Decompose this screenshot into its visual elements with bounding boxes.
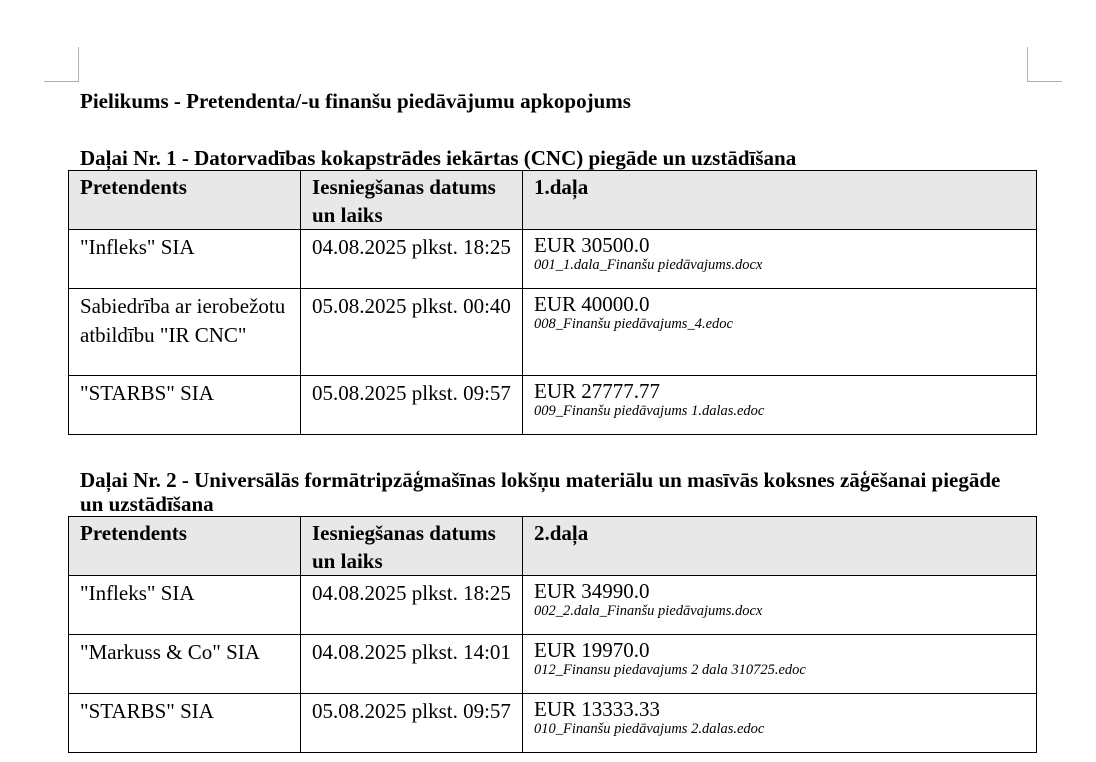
cell-datetime: 04.08.2025 plkst. 18:25 <box>301 230 523 289</box>
header-pretendents: Pretendents <box>69 517 301 576</box>
header-part: 2.daļa <box>523 517 1037 576</box>
cell-pretendents: "Infleks" SIA <box>69 230 301 289</box>
cell-offer <box>523 576 1037 635</box>
offer-file-name: 008_Finanšu piedāvajums_4.edoc <box>534 316 733 332</box>
cell-datetime: 04.08.2025 plkst. 14:01 <box>301 635 523 694</box>
offers-table <box>68 516 1037 753</box>
offer-amount: EUR 34990.0 <box>534 579 650 603</box>
header-submission-datetime: Iesniegšanas datums un laiks <box>301 517 523 576</box>
table-row <box>69 289 1037 376</box>
section-title: Daļai Nr. 1 - Datorvadības kokapstrādes iekārtas (CNC) piegāde un uzstādīšana <box>80 146 797 170</box>
offer-amount: EUR 40000.0 <box>534 292 650 316</box>
cell-pretendents: "STARBS" SIA <box>69 376 301 435</box>
offer-amount: EUR 13333.33 <box>534 697 660 721</box>
offer-amount: EUR 19970.0 <box>534 638 650 662</box>
table-row <box>69 230 1037 289</box>
offer-file-name: 002_2.dala_Finanšu piedāvajums.docx <box>534 603 763 619</box>
offers-table <box>68 170 1037 435</box>
offer-file-name: 010_Finanšu piedāvajums 2.dalas.edoc <box>534 721 765 737</box>
table-row <box>69 635 1037 694</box>
table-row <box>69 376 1037 435</box>
section-part-2 <box>68 468 1036 753</box>
table-header-row <box>69 517 1037 576</box>
header-part: 1.daļa <box>523 171 1037 230</box>
offer-file-name: 012_Finansu piedavajums 2 dala 310725.edoc <box>534 662 806 678</box>
offer-amount: EUR 30500.0 <box>534 233 650 257</box>
cell-datetime: 05.08.2025 plkst. 09:57 <box>301 694 523 753</box>
offer-file-name: 009_Finanšu piedāvajums 1.dalas.edoc <box>534 403 765 419</box>
cell-offer <box>523 635 1037 694</box>
offer-amount: EUR 27777.77 <box>534 379 660 403</box>
cell-pretendents: Sabiedrība ar ierobežotu atbildību "IR CNC" <box>69 289 301 376</box>
header-submission-datetime: Iesniegšanas datums un laiks <box>301 171 523 230</box>
cell-datetime: 04.08.2025 plkst. 18:25 <box>301 576 523 635</box>
cell-datetime: 05.08.2025 plkst. 09:57 <box>301 376 523 435</box>
section-title: Daļai Nr. 2 - Universālās formātripzāģmašīnas lokšņu materiālu un masīvās koksnes zāģēšanai piegāde un uzstādīšana <box>80 468 1001 516</box>
cell-pretendents: "STARBS" SIA <box>69 694 301 753</box>
page-corner-mark-top-right <box>1027 47 1062 82</box>
table-header-row <box>69 171 1037 230</box>
cell-pretendents: "Markuss & Co" SIA <box>69 635 301 694</box>
cell-offer <box>523 289 1037 376</box>
table-row <box>69 576 1037 635</box>
document-title: Pielikums - Pretendenta/-u finanšu piedāvājumu apkopojums <box>80 89 631 113</box>
page-corner-mark-top-left <box>44 47 79 82</box>
cell-pretendents: "Infleks" SIA <box>69 576 301 635</box>
cell-offer <box>523 376 1037 435</box>
cell-offer <box>523 694 1037 753</box>
offer-file-name: 001_1.dala_Finanšu piedāvajums.docx <box>534 257 763 273</box>
cell-datetime: 05.08.2025 plkst. 00:40 <box>301 289 523 376</box>
table-row <box>69 694 1037 753</box>
cell-offer <box>523 230 1037 289</box>
section-part-1 <box>68 146 1036 435</box>
header-pretendents: Pretendents <box>69 171 301 230</box>
